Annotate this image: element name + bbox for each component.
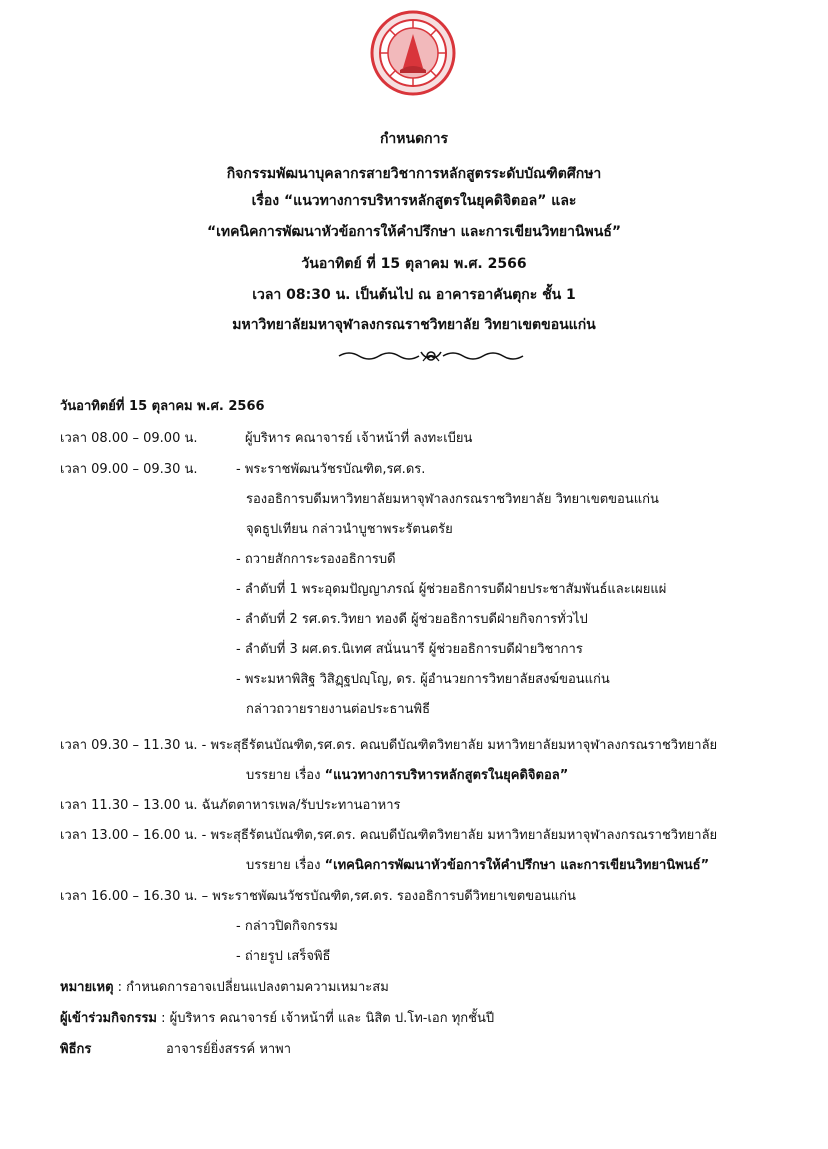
agenda-item: - ถ่ายรูป เสร็จพิธี [236,949,331,964]
time-slot: เวลา 09.00 – 09.30 น. [60,462,198,477]
participants [60,1007,494,1028]
document-title: กำหนดการ [379,131,449,147]
mc-name: อาจารย์ยิ่งสรรค์ หาพา [166,1042,292,1057]
header-line-3: “เทคนิคการพัฒนาหัวข้อการให้คำปรึกษา และการเขียนวิทยานิพนธ์” [206,224,622,240]
agenda-row: เวลา 13.00 – 16.00 น. - พระสุธีรัตนบัณฑิต,รศ.ดร. คณบดีบัณฑิตวิทยาลัย มหาวิทยาลัยมหาจุฬาลงกรณราชวิทยาลัย [60,828,718,843]
agenda-row: เวลา 09.30 – 11.30 น. - พระสุธีรัตนบัณฑิต,รศ.ดร. คณบดีบัณฑิตวิทยาลัย มหาวิทยาลัยมหาจุฬาลงกรณราชวิทยาลัย [60,738,718,753]
header-line-5: เวลา 08:30 น. เป็นต้นไป ณ อาคารอาคันตุกะ ชั้น 1 [252,287,576,303]
agenda-item: - กล่าวปิดกิจกรรม [236,919,338,934]
agenda-item: - ลำดับที่ 2 รศ.ดร.วิทยา ทองดี ผู้ช่วยอธิการบดีฝ่ายกิจการทั่วไป [236,612,588,627]
lecture-topic: “แนวทางการบริหารหลักสูตรในยุคดิจิตอล” [324,768,569,783]
agenda-item [246,764,568,785]
agenda-item [246,854,709,875]
remark [60,976,389,997]
agenda-row: เวลา 11.30 – 13.00 น. ฉันภัตตาหารเพล/รับประทานอาหาร [60,798,401,813]
agenda-item: จุดธูปเทียน กล่าวนำบูชาพระรัตนตรัย [246,522,453,537]
agenda-item: กล่าวถวายรายงานต่อประธานพิธี [246,702,431,717]
agenda-item: - ลำดับที่ 1 พระอุดมปัญญาภรณ์ ผู้ช่วยอธิการบดีฝ่ายประชาสัมพันธ์และเผยแผ่ [236,582,667,597]
remark-label: หมายเหตุ [60,980,114,995]
lecture-prefix: บรรยาย เรื่อง [246,768,325,783]
header-line-2: เรื่อง “แนวทางการบริหารหลักสูตรในยุคดิจิตอล” และ [251,193,577,209]
lecture-prefix: บรรยาย เรื่อง [246,858,325,873]
agenda-item: - พระมหาพิสิฐ วิสิฏฺฐปญฺโญ, ดร. ผู้อำนวยการวิทยาลัยสงฆ์ขอนแก่น [236,672,610,687]
header-line-6: มหาวิทยาลัยมหาจุฬาลงกรณราชวิทยาลัย วิทยาเขตขอนแก่น [232,317,596,333]
time-slot: เวลา 08.00 – 09.00 น. [60,431,198,446]
header-line-1: กิจกรรมพัฒนาบุคลากรสายวิชาการหลักสูตรระดับบัณฑิตศึกษา [226,166,602,182]
agenda-item: - พระราชพัฒนวัชรบัณฑิต,รศ.ดร. [236,462,426,477]
agenda-item: ผู้บริหาร คณาจารย์ เจ้าหน้าที่ ลงทะเบียน [245,431,473,446]
header-line-4: วันอาทิตย์ ที่ 15 ตุลาคม พ.ศ. 2566 [301,256,527,272]
ornamental-divider-icon [337,346,525,366]
lecture-topic: “เทคนิคการพัฒนาหัวข้อการให้คำปรึกษา และการเขียนวิทยานิพนธ์” [324,858,710,873]
agenda-item: - ลำดับที่ 3 ผศ.ดร.นิเทศ สนั่นนารี ผู้ช่วยอธิการบดีฝ่ายวิชาการ [236,642,583,657]
university-seal-icon [370,10,456,96]
remark-text: : กำหนดการอาจเปลี่ยนแปลงตามความเหมาะสม [113,980,389,995]
mc-label: พิธีกร [60,1042,92,1057]
date-heading: วันอาทิตย์ที่ 15 ตุลาคม พ.ศ. 2566 [60,399,265,414]
participants-label: ผู้เข้าร่วมกิจกรรม [60,1011,157,1026]
agenda-item: - ถวายสักการะรองอธิการบดี [236,552,396,567]
agenda-item: รองอธิการบดีมหาวิทยาลัยมหาจุฬาลงกรณราชวิทยาลัย วิทยาเขตขอนแก่น [246,492,659,507]
agenda-row: เวลา 16.00 – 16.30 น. – พระราชพัฒนวัชรบัณฑิต,รศ.ดร. รองอธิการบดีวิทยาเขตขอนแก่น [60,889,576,904]
participants-text: : ผู้บริหาร คณาจารย์ เจ้าหน้าที่ และ นิสิต ป.โท-เอก ทุกชั้นปี [157,1011,495,1026]
